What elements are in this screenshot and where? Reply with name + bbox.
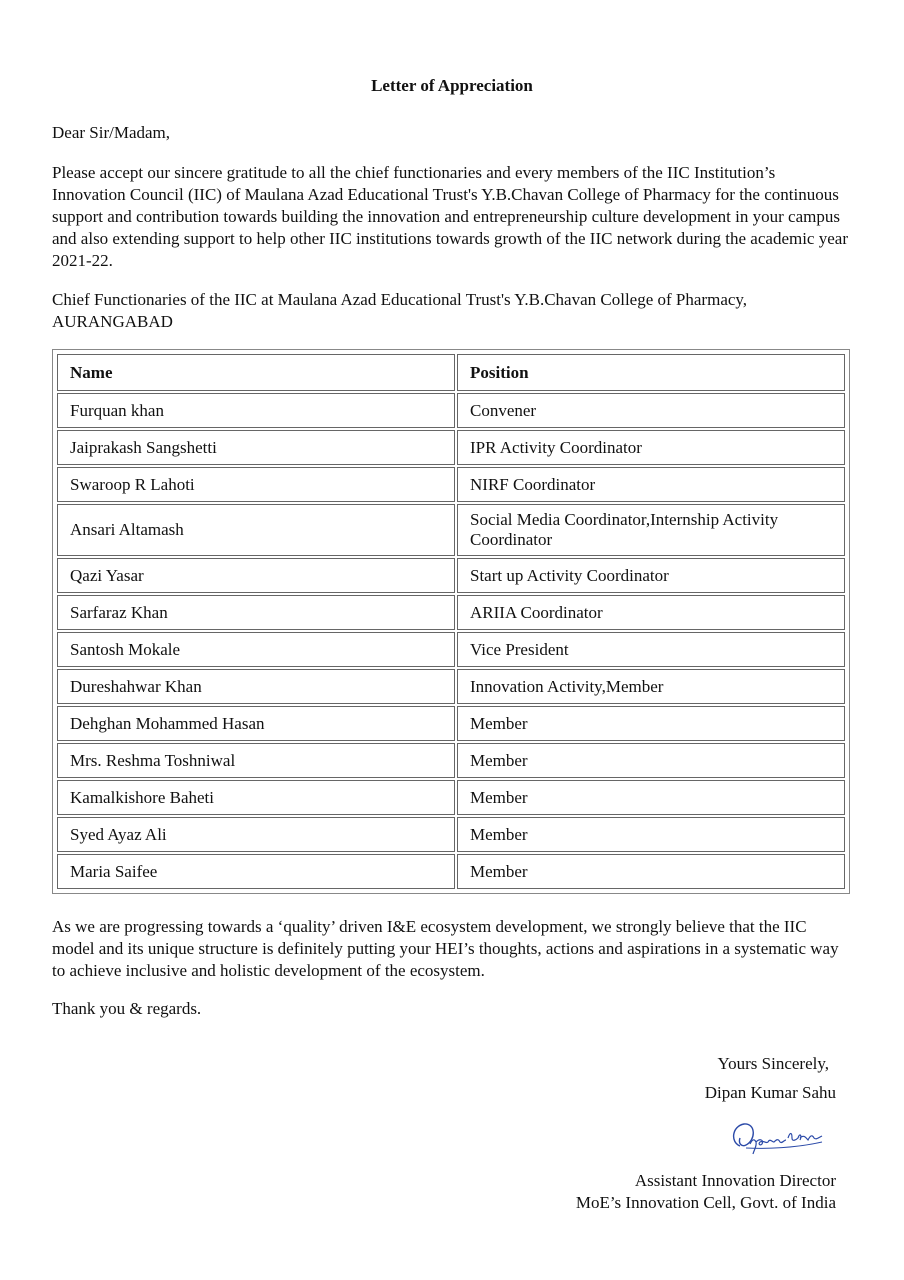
closing-paragraph: As we are progressing towards a ‘quality’ driven I&E ecosystem development, we strongly believe that the IIC model and its unique structure is definitely putting your HEI’s thoughts, actions and aspirations in a systematic way to achieve inclusive and holistic development of the ecosystem. [52,917,839,980]
position-cell: Member [457,743,845,778]
name-cell: Qazi Yasar [57,558,455,593]
name-cell: Syed Ayaz Ali [57,817,455,852]
name-cell: Maria Saifee [57,854,455,889]
thanks-line: Thank you & regards. [52,999,202,1018]
header-position: Position [457,354,845,391]
table-header-row [57,354,845,391]
signatory-designation [576,1170,836,1214]
table-row [57,706,845,741]
designation: Assistant Innovation Director [634,1171,836,1190]
position-cell: IPR Activity Coordinator [457,430,845,465]
handwritten-signature [726,1118,826,1158]
position-cell: Member [457,780,845,815]
table-row [57,595,845,630]
name-cell: Dehghan Mohammed Hasan [57,706,455,741]
name-cell: Mrs. Reshma Toshniwal [57,743,455,778]
signatory-name: Dipan Kumar Sahu [704,1083,836,1102]
name-cell: Kamalkishore Baheti [57,780,455,815]
table-row [57,430,845,465]
table-row [57,743,845,778]
salutation: Dear Sir/Madam, [52,123,171,142]
letter-title: Letter of Appreciation [371,76,533,95]
position-cell: Convener [457,393,845,428]
header-name: Name [57,354,455,391]
name-cell: Sarfaraz Khan [57,595,455,630]
position-cell: NIRF Coordinator [457,467,845,502]
table-row [57,780,845,815]
name-cell: Furquan khan [57,393,455,428]
table-row [57,854,845,889]
table-row [57,504,845,556]
position-cell: Member [457,817,845,852]
position-cell: Vice President [457,632,845,667]
name-cell: Swaroop R Lahoti [57,467,455,502]
name-cell: Ansari Altamash [57,504,455,556]
table-row [57,632,845,667]
position-cell: Social Media Coordinator,Internship Activity Coordinator [457,504,845,556]
position-cell: Innovation Activity,Member [457,669,845,704]
name-cell: Santosh Mokale [57,632,455,667]
table-row [57,669,845,704]
table-row [57,558,845,593]
name-cell: Dureshahwar Khan [57,669,455,704]
table-row [57,467,845,502]
position-cell: ARIIA Coordinator [457,595,845,630]
organization: MoE’s Innovation Cell, Govt. of India [575,1193,836,1212]
functionaries-table [52,349,850,894]
gratitude-paragraph: Please accept our sincere gratitude to all the chief functionaries and every members of the IIC Institution’s Innovation Council (IIC) of Maulana Azad Educational Trust's Y.B.Chavan College of Pharmacy for the continuous support and contribution towards building the innovation and entrepreneurship culture development in your campus and also extending support to help other IIC institutions towards growth of the IIC network during the academic year 2021-22. [52,163,848,270]
position-cell: Member [457,854,845,889]
position-cell: Start up Activity Coordinator [457,558,845,593]
name-cell: Jaiprakash Sangshetti [57,430,455,465]
table-row [57,393,845,428]
functionaries-intro: Chief Functionaries of the IIC at Maulana Azad Educational Trust's Y.B.Chavan College of Pharmacy, AURANGABAD [52,290,748,331]
table-row [57,817,845,852]
position-cell: Member [457,706,845,741]
closing: Yours Sincerely, [717,1054,829,1073]
